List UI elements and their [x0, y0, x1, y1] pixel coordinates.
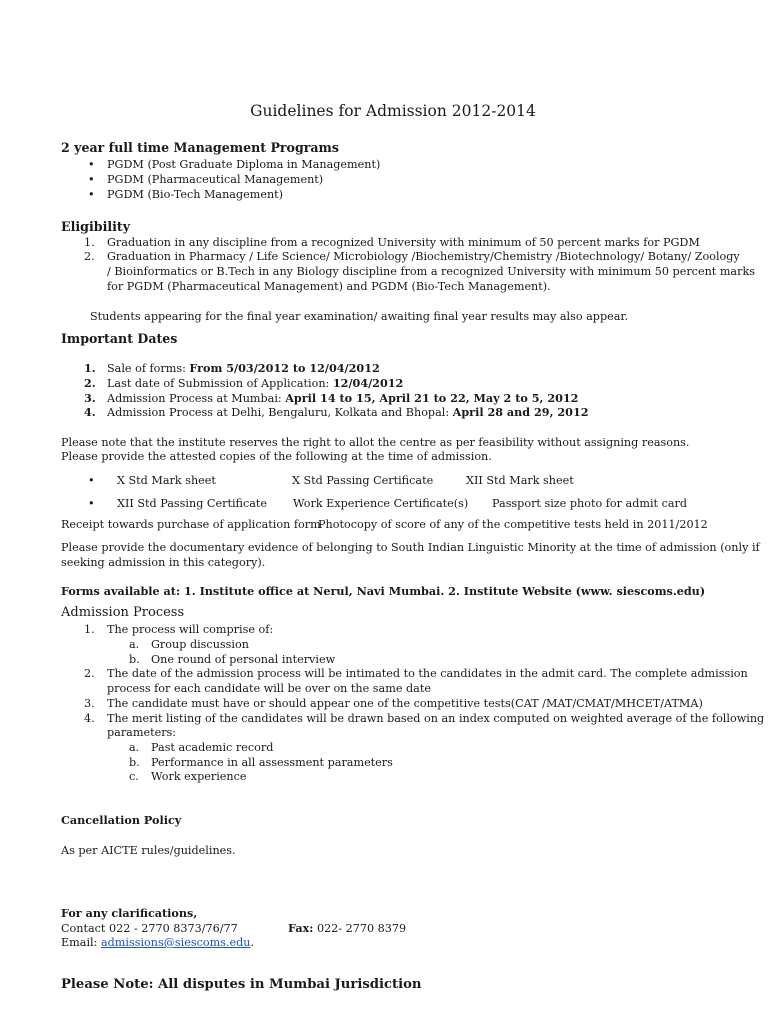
eligibility-num-1: 1. [84, 236, 95, 249]
forms-paren-open: ( [575, 584, 581, 598]
document-xii-passing-certificate: XII Std Passing Certificate [117, 497, 268, 510]
forms-paren-close: ) [699, 584, 706, 598]
cancellation-text: As per AICTE rules/guidelines. [61, 844, 236, 857]
dates-num-3: 3. [84, 391, 96, 405]
date-value-2: 12/04/2012 [332, 376, 404, 390]
documents-bullet-1: • [88, 474, 95, 487]
document-x-mark-sheet: X Std Mark sheet [117, 474, 216, 487]
programs-heading: 2 year full time Management Programs [61, 140, 339, 155]
dates-num-4: 4. [84, 405, 96, 419]
date-label-4: Admission Process at Delhi, Bengaluru, Kolkata and Bhopal: [107, 406, 453, 419]
date-item-1 [107, 361, 380, 376]
document-application-receipt: Receipt towards purchase of application form [61, 518, 321, 531]
process-item-4-line-2: parameters: [107, 726, 177, 739]
contact-email-line [61, 935, 254, 950]
page-title: Guidelines for Admission 2012-2014 [250, 102, 536, 120]
centre-allotment-note: Please note that the institute reserves the right to allot the centre as per feasibility without assigning reasons. [61, 436, 690, 449]
process-sub-b-marker: b. [129, 653, 140, 666]
forms-availability [61, 584, 705, 599]
documents-bullet-2: • [88, 497, 95, 510]
forms-prefix: Forms available at: 1. Institute office at Nerul, Navi Mumbai. 2. Institute Website [61, 584, 576, 598]
programs-bullet-2: • [88, 173, 95, 186]
date-label-3: Admission Process at Mumbai: [107, 392, 286, 405]
document-test-score: Photocopy of score of any of the competitive tests held in 2011/2012 [318, 518, 708, 531]
document-work-experience: Work Experience Certificate(s) [293, 497, 469, 510]
email-link[interactable]: admissions@siescoms.edu [100, 936, 251, 949]
program-item-2: PGDM (Pharmaceutical Management) [107, 173, 324, 186]
process-num-1: 1. [84, 623, 95, 636]
eligibility-item-2-line-2: / Bioinformatics or B.Tech in any Biology discipline from a recognized University with minimum 50 percent marks [107, 265, 755, 278]
process-item-3: The candidate must have or should appear one of the competitive tests(CAT /MAT/CMAT/MHCET/ATMA) [107, 697, 703, 710]
dates-num-2: 2. [84, 376, 96, 390]
eligibility-num-2: 2. [84, 250, 95, 263]
programs-bullet-3: • [88, 188, 95, 201]
process-num-3: 3. [84, 697, 95, 710]
program-item-3: PGDM (Bio-Tech Management) [107, 188, 284, 201]
program-item-1: PGDM (Post Graduate Diploma in Management) [107, 158, 381, 171]
document-x-passing-certificate: X Std Passing Certificate [292, 474, 434, 487]
document-passport-photo: Passport size photo for admit card [492, 497, 688, 510]
date-value-1: From 5/03/2012 to 12/04/2012 [189, 361, 380, 375]
process-num-4: 4. [84, 712, 95, 725]
attested-copies-note: Please provide the attested copies of the following at the time of admission. [61, 450, 492, 463]
date-value-4: April 28 and 29, 2012 [452, 405, 589, 419]
eligibility-item-1: Graduation in any discipline from a recognized University with minimum of 50 percent marks for PGDM [107, 236, 700, 249]
eligibility-item-2-line-1: Graduation in Pharmacy / Life Science/ Microbiology /Biochemistry/Chemistry /Biotechnology/ Botany/ Zoology [107, 250, 740, 263]
process-sub-academic-record: Past academic record [151, 741, 274, 754]
process-sub-assessment-performance: Performance in all assessment parameters [151, 756, 393, 769]
process-num-2: 2. [84, 667, 95, 680]
email-label: Email: [61, 936, 101, 949]
process-item-4-line-1: The merit listing of the candidates will be drawn based on an index computed on weighted average of the following [107, 712, 765, 725]
minority-note-line-2: seeking admission in this category). [61, 556, 266, 569]
contact-fax [288, 921, 406, 936]
date-item-4 [107, 405, 589, 420]
programs-bullet-1: • [88, 158, 95, 171]
clarifications-heading: For any clarifications, [61, 906, 198, 920]
fax-label: Fax: [288, 921, 314, 935]
process-sub-a-marker: a. [129, 638, 140, 651]
date-item-2 [107, 376, 403, 391]
fax-number: 022- 2770 8379 [313, 922, 407, 935]
dates-num-1: 1. [84, 361, 96, 375]
process-heading: Admission Process [61, 605, 185, 620]
date-item-3 [107, 391, 578, 406]
process-item-1: The process will comprise of: [107, 623, 274, 636]
jurisdiction-note: Please Note: All disputes in Mumbai Jurisdiction [61, 977, 422, 992]
date-value-3: April 14 to 15, April 21 to 22, May 2 to 5, 2012 [285, 391, 579, 405]
minority-note-line-1: Please provide the documentary evidence of belonging to South Indian Linguistic Minority at the time of admission (only if [61, 541, 760, 554]
eligibility-item-2-line-3: for PGDM (Pharmaceutical Management) and PGDM (Bio-Tech Management). [107, 280, 551, 293]
date-label-2: Last date of Submission of Application: [107, 377, 333, 390]
institute-website[interactable]: www. siescoms.edu [580, 584, 700, 598]
process-sub-work-experience: Work experience [151, 770, 247, 783]
process-item-2-line-2: process for each candidate will be over on the same date [107, 682, 431, 695]
eligibility-note: Students appearing for the final year examination/ awaiting final year results may also appear. [90, 310, 629, 323]
eligibility-heading: Eligibility [61, 219, 131, 234]
dates-heading: Important Dates [61, 331, 178, 346]
process-sub-group-discussion: Group discussion [151, 638, 249, 651]
process-sub-personal-interview: One round of personal interview [151, 653, 336, 666]
contact-phone: Contact 022 - 2770 8373/76/77 [61, 922, 238, 935]
email-suffix: . [250, 936, 255, 949]
process-sub-c-marker: c. [129, 770, 139, 783]
document-xii-mark-sheet: XII Std Mark sheet [466, 474, 574, 487]
date-label-1: Sale of forms: [107, 362, 190, 375]
process-sub-a2-marker: a. [129, 741, 140, 754]
process-item-2-line-1: The date of the admission process will be intimated to the candidates in the admit card. The complete admission [107, 667, 748, 680]
process-sub-b2-marker: b. [129, 756, 140, 769]
cancellation-heading: Cancellation Policy [61, 813, 182, 827]
